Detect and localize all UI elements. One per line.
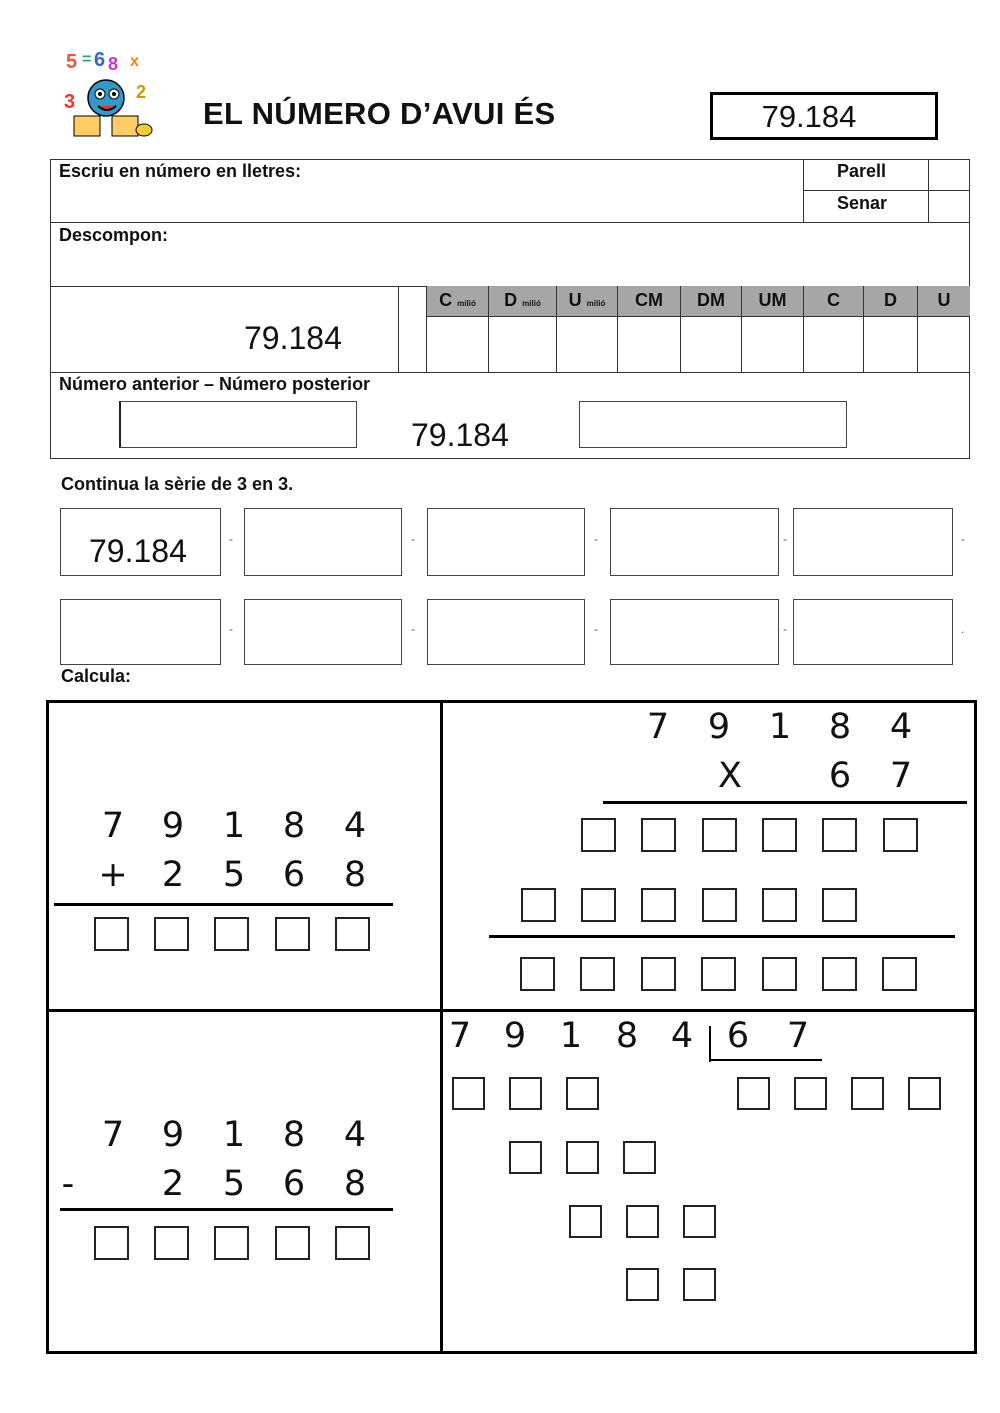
odd-checkbox[interactable] — [930, 192, 968, 221]
place-value-cell[interactable] — [742, 316, 804, 372]
answer-box[interactable] — [882, 957, 917, 991]
times-sign: X — [718, 756, 742, 796]
place-value-sub: milió — [457, 299, 476, 308]
calculate-label: Calcula: — [61, 666, 132, 686]
place-value-main: C — [827, 290, 840, 310]
work-box[interactable] — [566, 1077, 599, 1110]
digit: 8 — [615, 1016, 639, 1056]
sum-line — [54, 903, 393, 906]
place-value-sub: milió — [522, 299, 541, 308]
svg-text:=: = — [82, 51, 92, 68]
digit: 9 — [503, 1016, 527, 1056]
digit: 5 — [222, 1164, 246, 1204]
plus-sign: + — [98, 855, 128, 895]
svg-text:2: 2 — [136, 82, 147, 102]
partial-box[interactable] — [822, 818, 857, 852]
digit: 4 — [889, 707, 913, 747]
place-value-header — [427, 286, 489, 316]
answer-box[interactable] — [214, 917, 249, 951]
answer-box[interactable] — [214, 1226, 249, 1260]
place-value-cell[interactable] — [864, 316, 918, 372]
digit: 2 — [161, 855, 185, 895]
work-box[interactable] — [566, 1141, 599, 1174]
work-box[interactable] — [509, 1077, 542, 1110]
remainder-box[interactable] — [626, 1268, 659, 1301]
remainder-box[interactable] — [683, 1268, 716, 1301]
next-number-input[interactable] — [579, 401, 847, 448]
series-separator: - — [961, 532, 965, 546]
partial-box[interactable] — [521, 888, 556, 922]
place-value-main: U — [937, 290, 951, 310]
digit: 5 — [222, 855, 246, 895]
series-separator: - — [411, 622, 415, 636]
grid-divider — [46, 1009, 977, 1012]
series-box[interactable] — [793, 599, 953, 665]
digit: 6 — [828, 756, 852, 796]
digit: 7 — [101, 1115, 125, 1155]
digit: 7 — [889, 756, 913, 796]
partial-box[interactable] — [702, 888, 737, 922]
partial-box[interactable] — [883, 818, 918, 852]
answer-box[interactable] — [335, 1226, 370, 1260]
svg-text:6: 6 — [94, 49, 106, 71]
series-first-value: 79.184 — [89, 533, 187, 569]
partial-box[interactable] — [762, 818, 797, 852]
digit: 6 — [282, 855, 306, 895]
divider — [50, 372, 970, 373]
answer-box[interactable] — [275, 917, 310, 951]
minus-sign: - — [61, 1164, 75, 1204]
number-of-the-day: 79.184 — [710, 92, 938, 140]
place-value-table — [426, 286, 969, 372]
quotient-box[interactable] — [851, 1077, 884, 1110]
work-box[interactable] — [569, 1205, 602, 1238]
series-box[interactable] — [427, 599, 585, 665]
place-value-cell[interactable] — [618, 316, 681, 372]
series-box[interactable] — [610, 599, 779, 665]
series-box[interactable] — [60, 508, 221, 576]
partial-box[interactable] — [641, 818, 676, 852]
digit: 1 — [768, 707, 792, 747]
digit: 4 — [343, 806, 367, 846]
product-line — [603, 801, 967, 804]
quotient-box[interactable] — [794, 1077, 827, 1110]
digit: 7 — [101, 806, 125, 846]
digit: 1 — [222, 806, 246, 846]
digit: 2 — [161, 1164, 185, 1204]
previous-number-input[interactable] — [119, 401, 357, 448]
place-value-header — [489, 286, 557, 316]
even-checkbox[interactable] — [930, 161, 968, 189]
divisor-digit: 6 — [726, 1016, 750, 1056]
difference-line — [60, 1208, 393, 1211]
digit: 8 — [282, 806, 306, 846]
total-line — [489, 935, 955, 938]
place-value-cell[interactable] — [918, 316, 970, 372]
partial-box[interactable] — [762, 888, 797, 922]
series-label: Continua la sèrie de 3 en 3. — [61, 474, 294, 494]
answer-box[interactable] — [762, 957, 797, 991]
place-value-header — [557, 286, 618, 316]
digit: 8 — [282, 1115, 306, 1155]
decompose-number: 79.184 — [244, 320, 342, 356]
place-value-main: D — [884, 290, 897, 310]
division-bracket-vertical — [709, 1026, 711, 1062]
digit: 8 — [343, 855, 367, 895]
series-box[interactable] — [244, 508, 402, 576]
place-value-cell[interactable] — [804, 316, 864, 372]
place-value-header — [804, 286, 864, 316]
svg-text:5: 5 — [66, 51, 78, 73]
place-value-cell[interactable] — [681, 316, 742, 372]
series-box[interactable] — [427, 508, 585, 576]
even-label: Parell — [837, 161, 887, 181]
digit: 9 — [161, 806, 185, 846]
series-separator: - — [783, 622, 787, 636]
digit: 1 — [559, 1016, 583, 1056]
answer-box[interactable] — [94, 1226, 129, 1260]
answer-box[interactable] — [94, 917, 129, 951]
place-value-main: C — [439, 290, 453, 310]
partial-box[interactable] — [641, 888, 676, 922]
answer-box[interactable] — [335, 917, 370, 951]
series-separator: - — [229, 532, 233, 546]
series-separator: - — [594, 622, 598, 636]
work-box[interactable] — [683, 1205, 716, 1238]
quotient-box[interactable] — [908, 1077, 941, 1110]
digit: 1 — [222, 1115, 246, 1155]
write-in-letters-label: Escriu en número en lletres: — [59, 161, 302, 181]
svg-text:8: 8 — [108, 54, 119, 74]
divider — [803, 159, 804, 223]
digit: 8 — [343, 1164, 367, 1204]
place-value-header — [742, 286, 804, 316]
answer-box[interactable] — [580, 957, 615, 991]
digit: 9 — [707, 707, 731, 747]
series-separator: - — [229, 622, 233, 636]
answer-box[interactable] — [154, 917, 189, 951]
answer-box[interactable] — [520, 957, 555, 991]
answer-box[interactable] — [701, 957, 736, 991]
digit: 7 — [646, 707, 670, 747]
place-value-header — [918, 286, 970, 316]
place-value-main: D — [504, 290, 518, 310]
series-separator: - — [594, 532, 598, 546]
place-value-main: DM — [697, 290, 725, 310]
series-box[interactable] — [60, 599, 221, 665]
answer-box[interactable] — [275, 1226, 310, 1260]
place-value-cell[interactable] — [489, 316, 557, 372]
place-value-cell[interactable] — [557, 316, 618, 372]
page-title: EL NÚMERO D’AVUI ÉS — [203, 96, 556, 131]
answer-box[interactable] — [641, 957, 676, 991]
digit: 4 — [670, 1016, 694, 1056]
work-box[interactable] — [452, 1077, 485, 1110]
partial-box[interactable] — [702, 818, 737, 852]
division-bracket-horizontal — [709, 1059, 822, 1061]
digit: 8 — [828, 707, 852, 747]
work-box[interactable] — [623, 1141, 656, 1174]
partial-box[interactable] — [581, 818, 616, 852]
math-logo — [60, 46, 160, 146]
quotient-box[interactable] — [737, 1077, 770, 1110]
digit: 6 — [282, 1164, 306, 1204]
divisor-digit: 7 — [786, 1016, 810, 1056]
current-number: 79.184 — [411, 417, 509, 453]
series-end-mark: . — [961, 622, 965, 636]
place-value-main: UM — [758, 290, 787, 310]
partial-box[interactable] — [581, 888, 616, 922]
place-value-header — [681, 286, 742, 316]
divider — [398, 286, 399, 372]
series-separator: - — [411, 532, 415, 546]
divider — [803, 190, 970, 191]
decompose-label: Descompon: — [59, 225, 169, 245]
series-box[interactable] — [793, 508, 953, 576]
digit: 4 — [343, 1115, 367, 1155]
svg-text:3: 3 — [64, 91, 76, 113]
answer-box[interactable] — [822, 957, 857, 991]
odd-label: Senar — [837, 193, 888, 213]
digit: 9 — [161, 1115, 185, 1155]
answer-box[interactable] — [154, 1226, 189, 1260]
place-value-main: CM — [635, 290, 663, 310]
write-in-letters-field[interactable] — [52, 185, 802, 221]
prev-next-label: Número anterior – Número posterior — [59, 374, 371, 394]
divider — [928, 159, 929, 223]
partial-box[interactable] — [822, 888, 857, 922]
place-value-header — [618, 286, 681, 316]
digit: 7 — [448, 1016, 472, 1056]
work-box[interactable] — [509, 1141, 542, 1174]
series-separator: - — [783, 532, 787, 546]
place-value-cell[interactable] — [427, 316, 489, 372]
place-value-main: U — [568, 290, 582, 310]
place-value-header — [864, 286, 918, 316]
divider — [50, 222, 970, 223]
place-value-sub: milió — [586, 299, 606, 308]
svg-text:x: x — [130, 53, 139, 70]
series-box[interactable] — [610, 508, 779, 576]
series-box[interactable] — [244, 599, 402, 665]
work-box[interactable] — [626, 1205, 659, 1238]
